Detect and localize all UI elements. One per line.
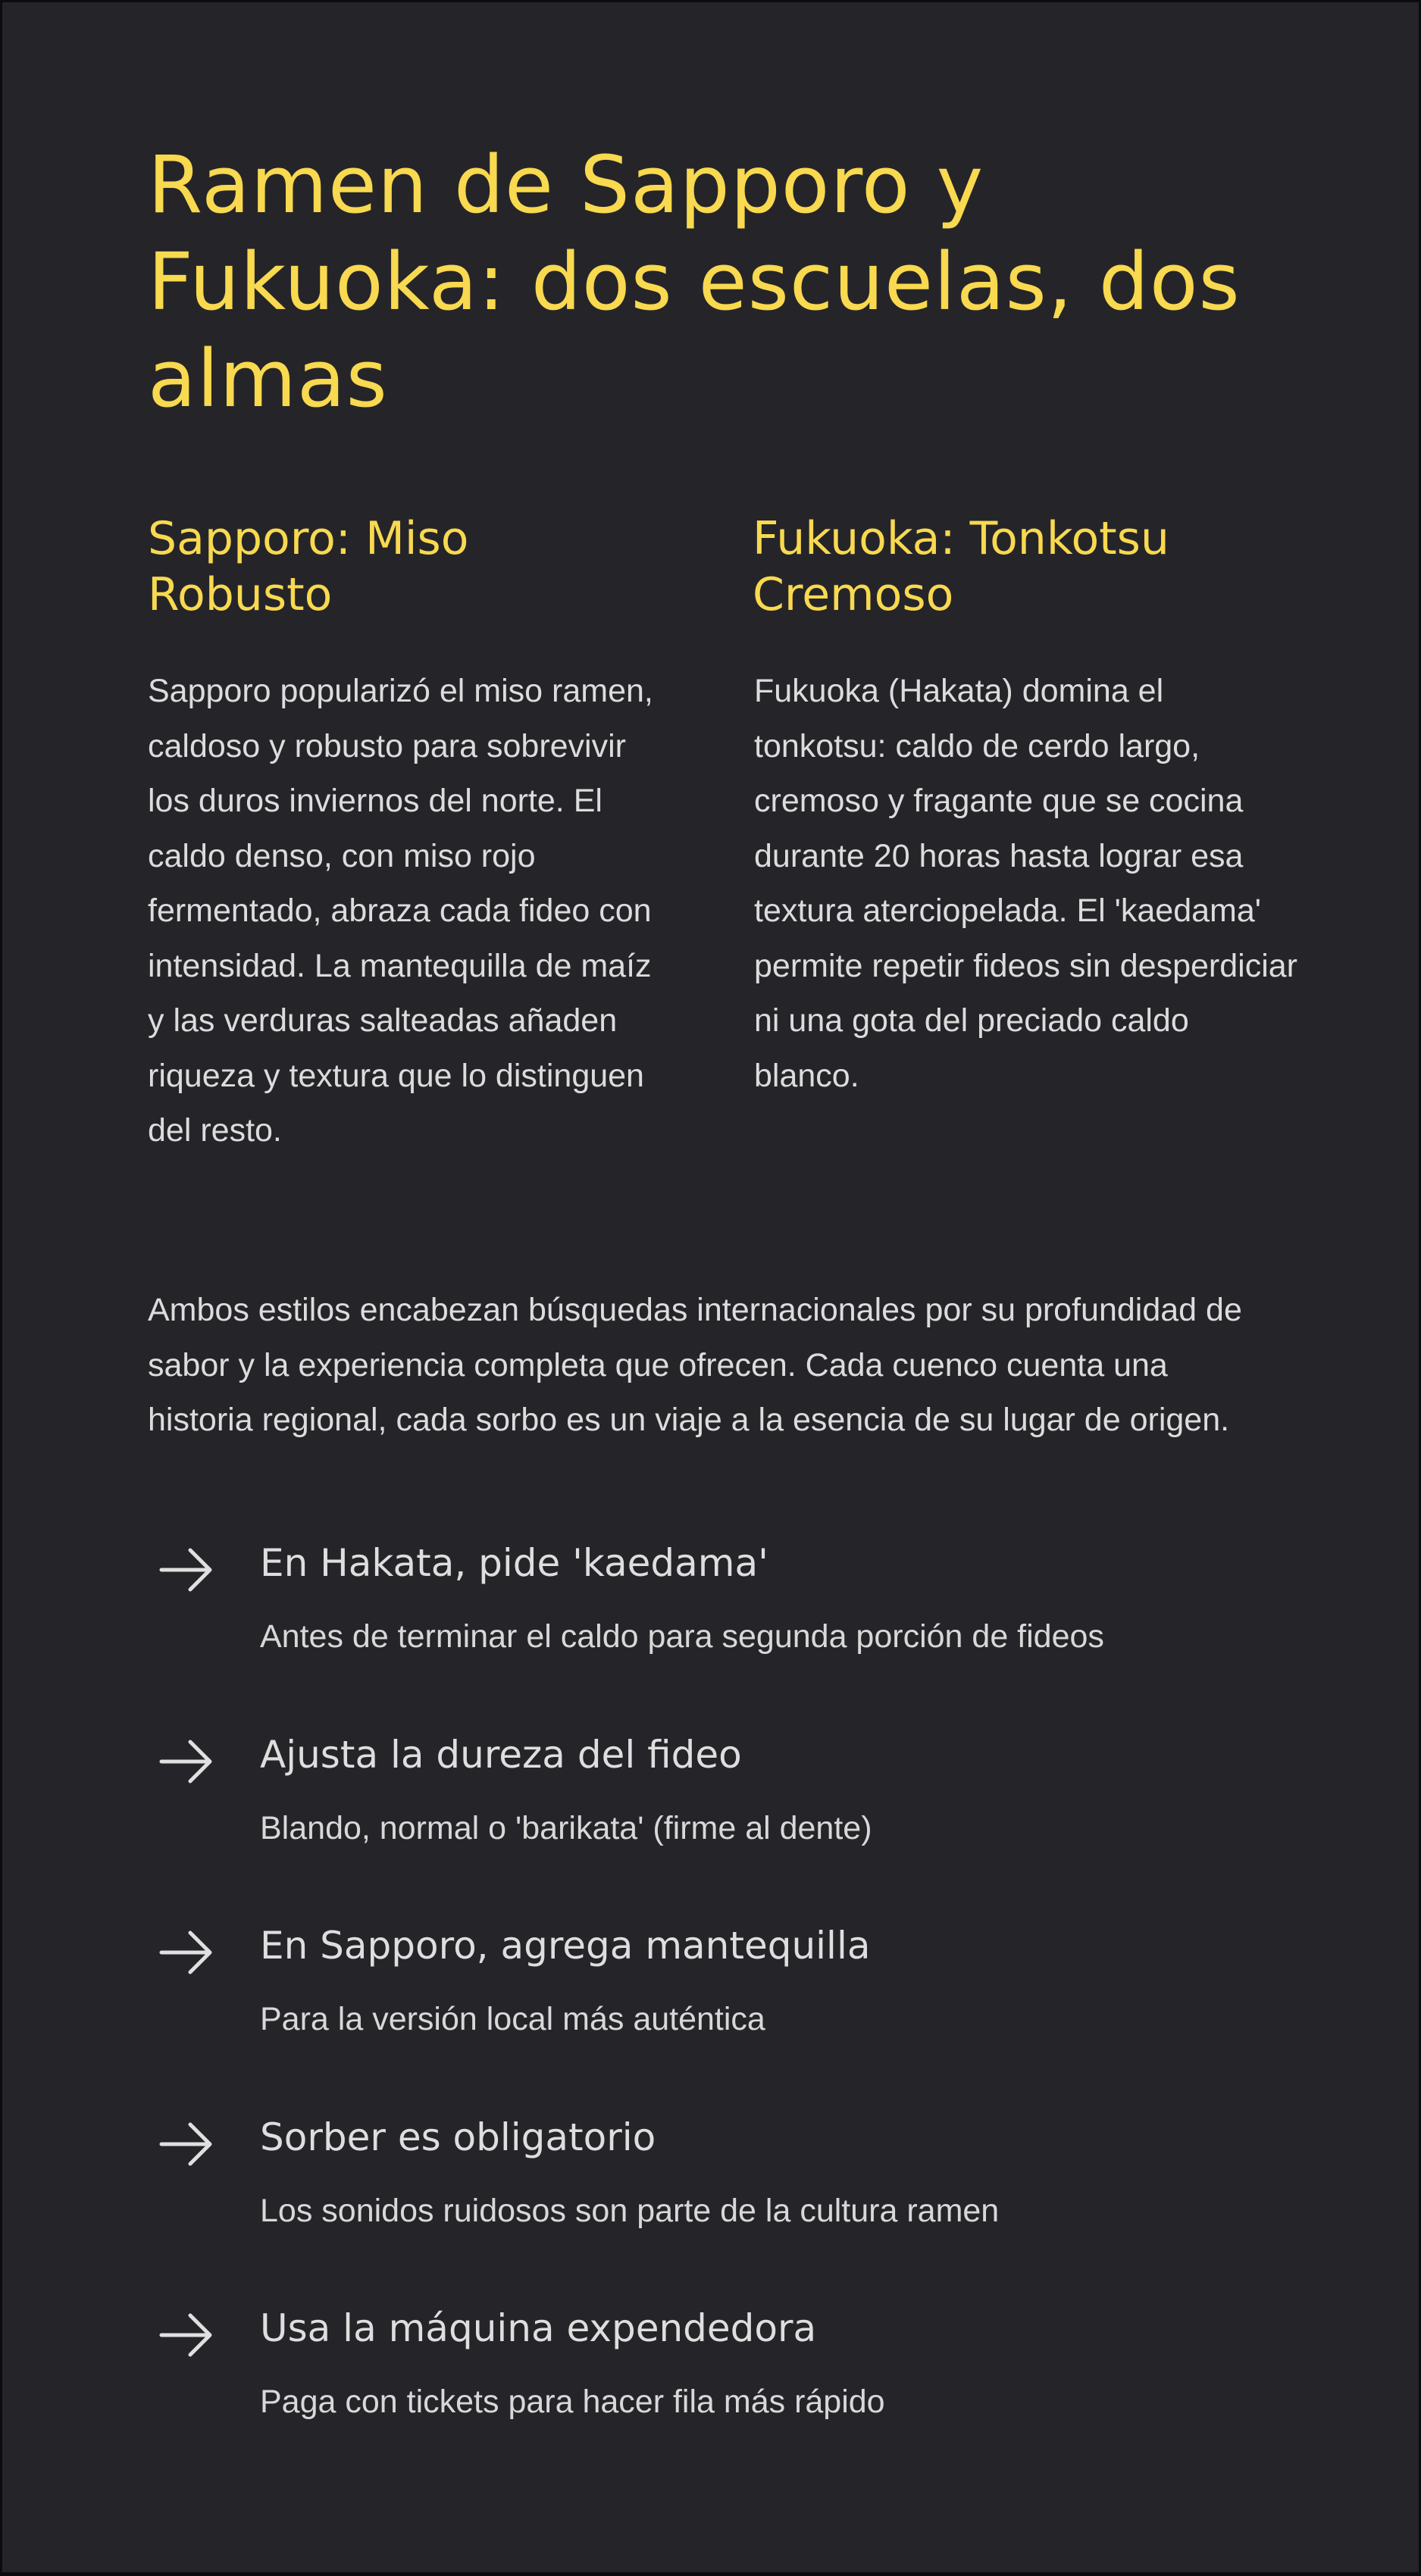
summary-paragraph: Ambos estilos encabezan búsquedas internacionales por su profundidad de sabor y la experiencia completa que ofrecen. Cada cuenco cuenta una historia regional, cada sorbo es un viaje a la esencia de su lugar de origen.: [148, 1292, 1242, 1438]
arrow-right-icon: [158, 2311, 214, 2359]
tip-description: Paga con tickets para hacer fila más rápido: [260, 2384, 885, 2420]
frame-border-left: [0, 0, 2, 2576]
tip-title: Sorber es obligatorio: [260, 2115, 656, 2159]
arrow-right-icon: [158, 1737, 214, 1786]
column-heading-fukuoka: Fukuoka: Tonkotsu Cremoso: [753, 512, 1169, 621]
tip-description: Antes de terminar el caldo para segunda porción de fideos: [260, 1618, 1104, 1655]
column-body-sapporo: Sapporo popularizó el miso ramen, caldoso y robusto para sobrevivir los duros inviernos del norte. El caldo denso, con miso rojo fermentado, abraza cada fideo con intensidad. La mantequilla de maíz y las verduras salteadas añaden riqueza y textura que lo distinguen del resto.: [148, 673, 653, 1149]
tip-title: En Sapporo, agrega mantequilla: [260, 1924, 871, 1968]
column-body-fukuoka: Fukuoka (Hakata) domina el tonkotsu: caldo de cerdo largo, cremoso y fragante que se cocina durante 20 horas hasta lograr esa textura aterciopelada. El 'kaedama' permite repetir fideos sin desperdiciar ni una gota del preciado caldo blanco.: [754, 673, 1297, 1094]
arrow-right-icon: [158, 2120, 214, 2168]
page-title: Ramen de Sapporo y Fukuoka: dos escuelas, dos almas: [148, 139, 1241, 425]
tip-item: [148, 2303, 1285, 2455]
tip-item: [148, 1921, 1285, 2072]
tip-item: [148, 1730, 1285, 1881]
tip-title: Usa la máquina expendedora: [260, 2306, 817, 2350]
frame-border-bottom: [0, 2572, 1421, 2576]
tip-item: [148, 2112, 1285, 2264]
tip-description: Para la versión local más auténtica: [260, 2001, 765, 2037]
tip-title: En Hakata, pide 'kaedama': [260, 1541, 768, 1585]
arrow-right-icon: [158, 1928, 214, 1977]
tip-description: Blando, normal o 'barikata' (firme al dente): [260, 1810, 872, 1846]
tip-description: Los sonidos ruidosos son parte de la cultura ramen: [260, 2193, 1000, 2229]
column-heading-sapporo: Sapporo: Miso Robusto: [148, 512, 469, 621]
tip-title: Ajusta la dureza del fideo: [260, 1733, 742, 1777]
arrow-right-icon: [158, 1546, 214, 1594]
frame-border-top: [0, 0, 1421, 2]
tip-item: [148, 1538, 1285, 1690]
